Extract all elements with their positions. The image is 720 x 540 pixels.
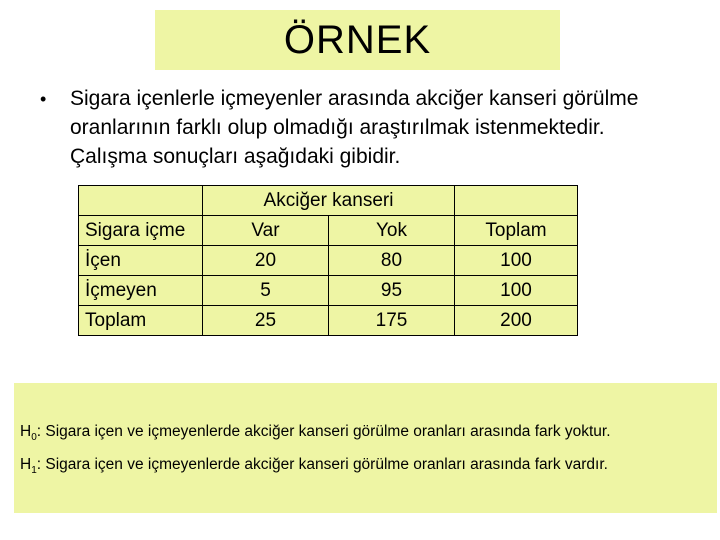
table-row xyxy=(79,306,578,336)
table-cell: 100 xyxy=(455,246,578,276)
hypothesis-subscript: 0 xyxy=(31,432,37,444)
table-cell: 25 xyxy=(203,306,329,336)
column-header: Sigara içme xyxy=(79,216,203,246)
hypotheses-box xyxy=(14,383,717,513)
table-cell: 200 xyxy=(455,306,578,336)
contingency-table xyxy=(78,185,578,336)
bullet-paragraph xyxy=(40,84,680,171)
hypothesis-alternative xyxy=(20,456,608,476)
table-empty-cell xyxy=(455,186,578,216)
group-header-cell: Akciğer kanseri xyxy=(203,186,455,216)
table-row xyxy=(79,276,578,306)
table-corner-cell xyxy=(79,186,203,216)
table-cell: İçmeyen xyxy=(79,276,203,306)
bullet-marker: • xyxy=(40,89,47,109)
hypothesis-subscript: 1 xyxy=(31,465,37,477)
hypothesis-text: : Sigara içen ve içmeyenlerde akciğer kanseri görülme oranları arasında fark yoktur. xyxy=(36,423,611,440)
table-cell: 20 xyxy=(203,246,329,276)
hypothesis-text: : Sigara içen ve içmeyenlerde akciğer kanseri görülme oranları arasında fark vardır. xyxy=(36,456,608,473)
column-header: Toplam xyxy=(455,216,578,246)
title-box xyxy=(155,10,560,70)
table-cell: 80 xyxy=(329,246,455,276)
table-cell: İçen xyxy=(79,246,203,276)
table-row xyxy=(79,246,578,276)
table-cell: 175 xyxy=(329,306,455,336)
table-header-row xyxy=(79,216,578,246)
table-cell: Toplam xyxy=(79,306,203,336)
hypothesis-null xyxy=(20,423,611,443)
table-cell: 5 xyxy=(203,276,329,306)
table-header-group-row xyxy=(79,186,578,216)
table-cell: 95 xyxy=(329,276,455,306)
bullet-text: Sigara içenlerle içmeyenler arasında akciğer kanseri görülme oranlarının farklı olup olmadığı araştırılmak istenmektedir. Çalışma sonuçları aşağıdaki gibidir. xyxy=(70,87,639,168)
hypothesis-symbol: H xyxy=(20,456,32,473)
table-cell: 100 xyxy=(455,276,578,306)
hypothesis-symbol: H xyxy=(20,423,32,440)
column-header: Var xyxy=(203,216,329,246)
page-title: ÖRNEK xyxy=(283,17,432,62)
column-header: Yok xyxy=(329,216,455,246)
